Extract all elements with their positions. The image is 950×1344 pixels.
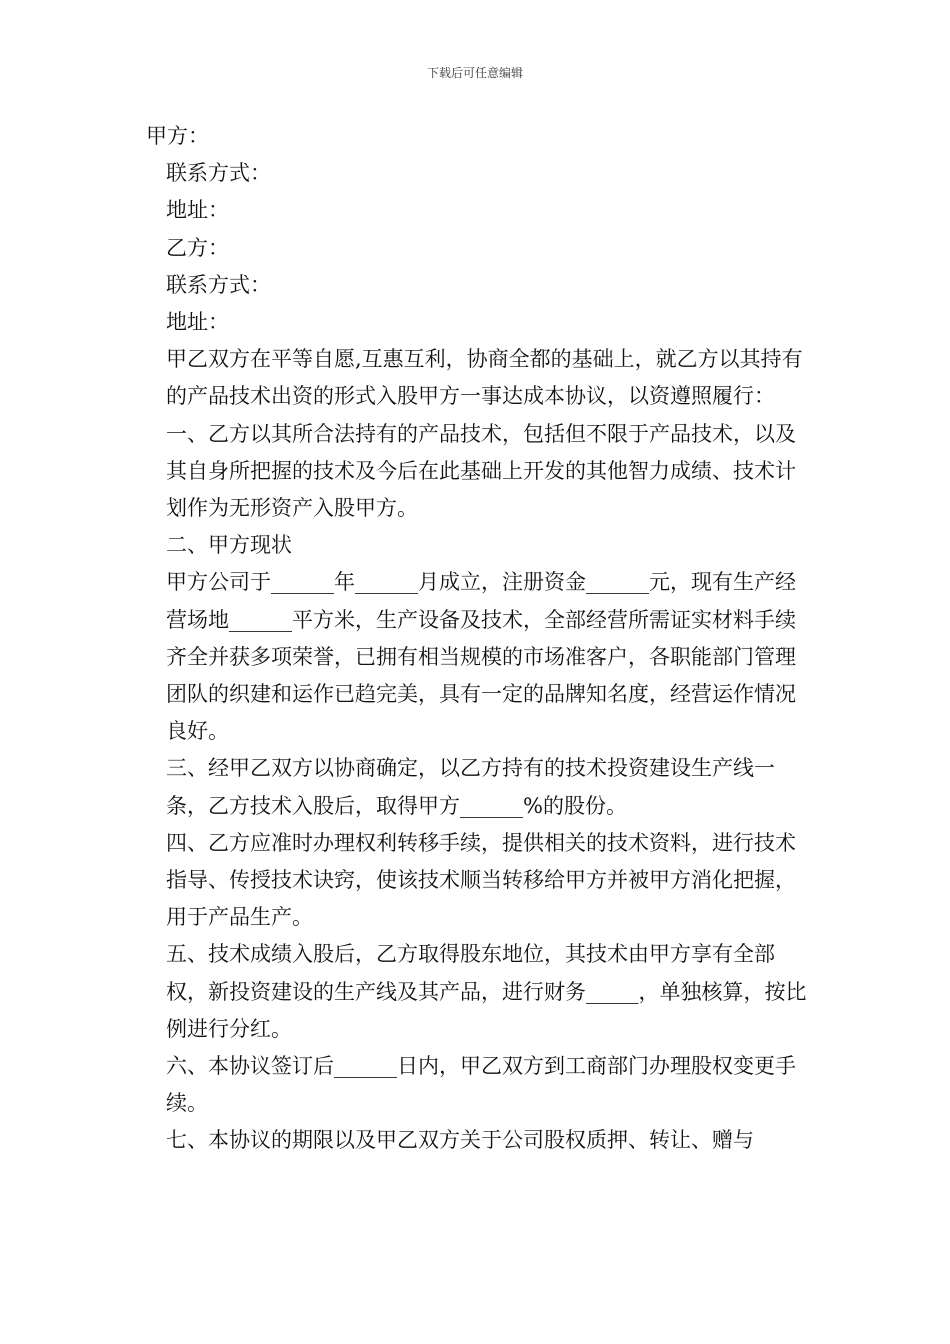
clause-2-title: 二、甲方现状: [166, 533, 292, 558]
party-a-address: 地址：: [166, 198, 229, 223]
party-b-label: 乙方：: [166, 235, 229, 260]
intro-paragraph: 甲乙双方在平等自愿,互惠互利，协商全都的基础上，就乙方以其持有的产品技术出资的形式入股甲方一事达成本协议，以资遵照履行：: [166, 347, 803, 409]
party-a-label: 甲方：: [146, 124, 209, 148]
clause-2-body: 甲方公司于______年______月成立，注册资金______元，现有生产经营场地______平方米，生产设备及技术，全部经营所需证实材料手续齐全并获多项荣誉，已拥有相当规模的市场准客户，各职能部门管理团队的织建和运作已趋完美，具有一定的品牌知名度，经营运作情况良好。: [166, 570, 796, 744]
clause-6: 六、本协议签订后______日内，甲乙双方到工商部门办理股权变更手续。: [166, 1054, 796, 1116]
party-b-contact: 联系方式：: [166, 272, 271, 297]
clause-4: 四、乙方应准时办理权利转移手续，提供相关的技术资料，进行技术指导、传授技术诀窍，使该技术顺当转移给甲方并被甲方消化把握，用于产品生产。: [166, 830, 796, 930]
party-b-address: 地址：: [166, 310, 229, 335]
clause-1: 一、乙方以其所合法持有的产品技术，包括但不限于产品技术，以及其自身所把握的技术及今后在此基础上开发的其他智力成绩、技术计划作为无形资产入股甲方。: [166, 421, 796, 521]
clause-3: 三、经甲乙双方以协商确定，以乙方持有的技术投资建设生产线一条，乙方技术入股后，取得甲方______%的股份。: [166, 756, 775, 818]
document-body: [146, 118, 812, 1160]
clause-5: 五、技术成绩入股后，乙方取得股东地位，其技术由甲方享有全部权，新投资建设的生产线及其产品，进行财务_____，单独核算，按比例进行分红。: [166, 942, 807, 1041]
clause-7: 七、本协议的期限以及甲乙双方关于公司股权质押、转让、赠与: [166, 1128, 754, 1153]
page-header: 下载后可任意编辑: [426, 66, 523, 80]
party-a-contact: 联系方式：: [166, 161, 271, 186]
